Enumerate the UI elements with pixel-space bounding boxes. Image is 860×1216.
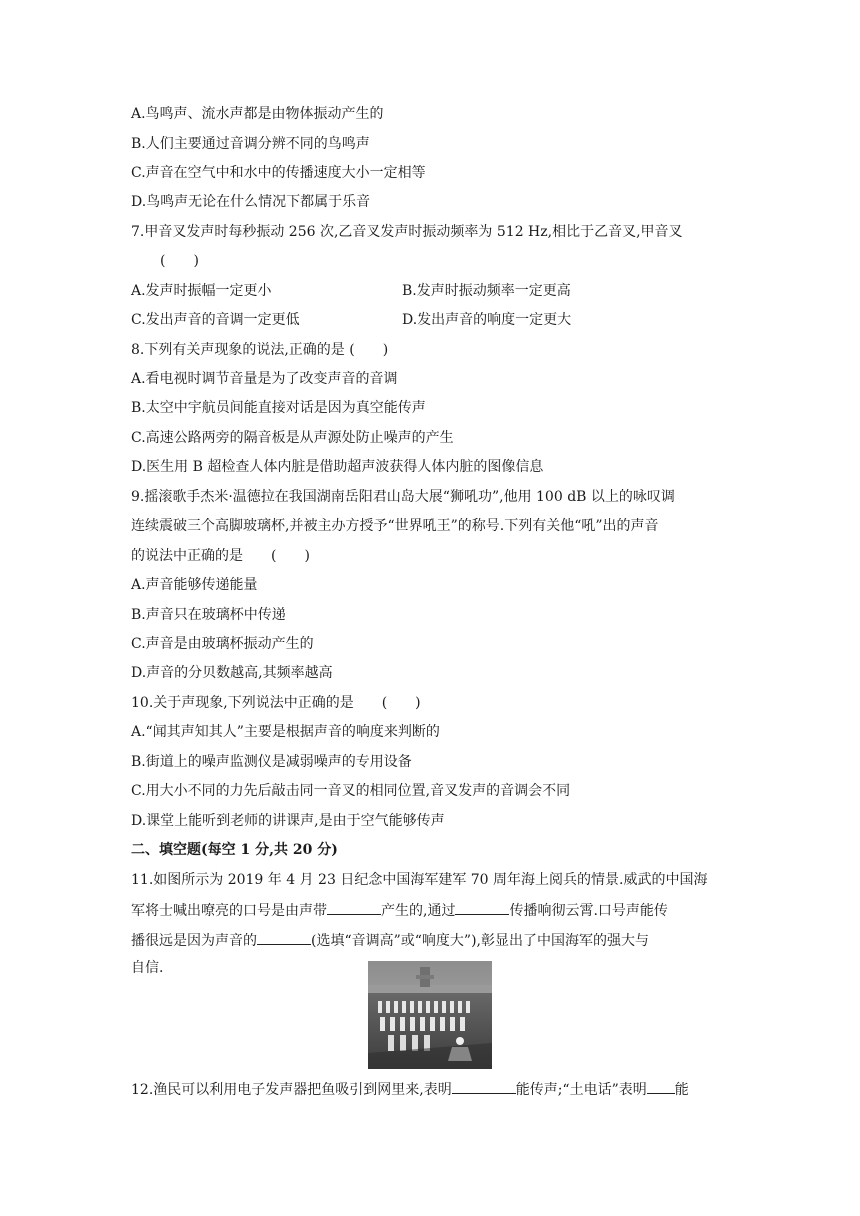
q10-option-d: D.课堂上能听到老师的讲课声,是由于空气能够传声 — [131, 813, 445, 829]
q7-stem: 7.甲音叉发声时每秒振动 256 次,乙音叉发声时振动频率为 512 Hz,相比于乙音叉,甲音叉 — [131, 224, 683, 240]
q7-option-b: B.发声时振动频率一定更高 — [402, 283, 571, 299]
q9-option-d: D.声音的分贝数越高,其频率越高 — [131, 665, 333, 681]
q9-stem-line3: 的说法中正确的是 ( ) — [131, 548, 310, 564]
q11-line3 — [131, 930, 649, 950]
q7-answer-paren: ( ) — [160, 253, 199, 269]
q11-line2-text-c: 传播响彻云霄.口号声能传 — [509, 903, 668, 919]
q7-option-d: D.发出声音的响度一定更大 — [402, 312, 572, 328]
q11-line2-text-a: 军将士喊出嘹亮的口号是由声带 — [131, 903, 327, 919]
q11-line3-text-b: (选填“音调高”或“响度大”),彰显出了中国海军的强大与 — [311, 933, 650, 949]
q12-text-a: 12.渔民可以利用电子发声器把鱼吸引到网里来,表明 — [131, 1082, 452, 1098]
q11-line1: 11.如图所示为 2019 年 4 月 23 日纪念中国海军建军 70 周年海上阅兵的情景.威武的中国海 — [131, 872, 708, 888]
q9-stem-line2: 连续震破三个高脚玻璃杯,并被主办方授予“世界吼王”的称号.下列有关他“吼”出的声音 — [131, 518, 659, 534]
q8-option-d: D.医生用 B 超检查人体内脏是借助超声波获得人体内脏的图像信息 — [131, 459, 544, 475]
q6-option-d: D.鸟鸣声无论在什么情况下都属于乐音 — [131, 194, 371, 210]
q7-option-c: C.发出声音的音调一定更低 — [131, 312, 300, 328]
section-heading-fill-in: 二、填空题(每空 1 分,共 20 分) — [131, 842, 338, 858]
q11-blank-3[interactable] — [257, 930, 311, 945]
q10-option-c: C.用大小不同的力先后敲击同一音叉的相同位置,音叉发声的音调会不同 — [131, 783, 571, 799]
q6-option-b: B.人们主要通过音调分辨不同的鸟鸣声 — [131, 136, 370, 152]
q11-line3-text-a: 播很远是因为声音的 — [131, 933, 257, 949]
q12-text-c: 能 — [674, 1082, 689, 1098]
q7-option-a: A.发声时振幅一定更小 — [131, 283, 272, 299]
q11-blank-1[interactable] — [327, 900, 381, 915]
q6-option-a: A.鸟鸣声、流水声都是由物体振动产生的 — [131, 106, 384, 122]
q10-option-a: A.“闻其声知其人”主要是根据声音的响度来判断的 — [131, 724, 440, 740]
q11-blank-2[interactable] — [455, 900, 509, 915]
q9-option-a: A.声音能够传递能量 — [131, 577, 258, 593]
q9-option-b: B.声音只在玻璃杯中传递 — [131, 607, 286, 623]
q11-line2-text-b: 产生的,通过 — [381, 903, 456, 919]
q12-text-b: 能传声;“土电话”表明 — [515, 1082, 647, 1098]
q10-option-b: B.街道上的噪声监测仪是减弱噪声的专用设备 — [131, 754, 412, 770]
naval-review-photo — [368, 961, 492, 1069]
q9-stem-line1: 9.摇滚歌手杰米·温德拉在我国湖南岳阳君山岛大展“狮吼功”,他用 100 dB 以上的咏叹调 — [131, 489, 675, 505]
q8-stem: 8.下列有关声现象的说法,正确的是 ( ) — [131, 342, 389, 358]
q11-line2 — [131, 900, 668, 920]
q12-blank-1[interactable] — [452, 1079, 516, 1094]
q9-option-c: C.声音是由玻璃杯振动产生的 — [131, 636, 314, 652]
q10-stem: 10.关于声现象,下列说法中正确的是 ( ) — [131, 695, 421, 711]
q11-line4: 自信. — [131, 960, 164, 976]
q8-option-c: C.高速公路两旁的隔音板是从声源处防止噪声的产生 — [131, 430, 454, 446]
q12-line1 — [131, 1079, 689, 1099]
q6-option-c: C.声音在空气中和水中的传播速度大小一定相等 — [131, 165, 426, 181]
q8-option-b: B.太空中宇航员间能直接对话是因为真空能传声 — [131, 400, 426, 416]
q12-blank-2[interactable] — [647, 1079, 675, 1094]
q8-option-a: A.看电视时调节音量是为了改变声音的音调 — [131, 371, 398, 387]
